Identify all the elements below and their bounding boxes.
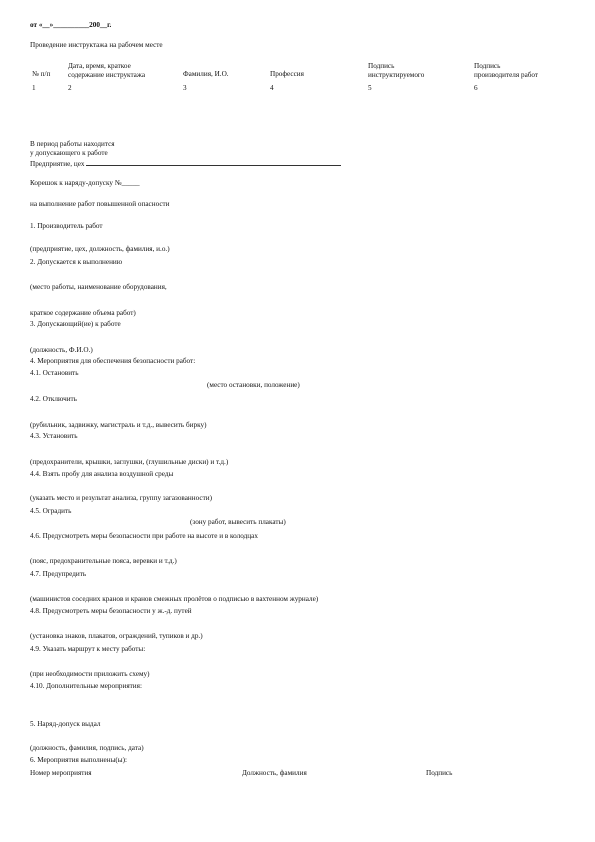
item-4-6-hint: (пояс, предохранительные пояса, веревки и т.д.) [30, 557, 177, 565]
item-2-label: 2. Допускается к выполнению [30, 258, 123, 266]
item-2-hint-1: (место работы, наименование оборудования, [30, 283, 167, 291]
enterprise-field [86, 158, 341, 166]
instruction-title: Проведение инструктажа на рабочем месте [30, 41, 163, 49]
item-4-9-label: 4.9. Указать маршрут к месту работы: [30, 645, 146, 653]
item-4-8-hint: (установка знаков, плакатов, ограждений, тупиков и др.) [30, 632, 203, 640]
table-header-date: Дата, время, краткое содержание инструктажа [68, 62, 146, 79]
table-col-number: 4 [270, 84, 274, 92]
item-4-7-hint: (машинистов соседних кранов и кранов смежных пролётов о подписью в вахтенном журнале) [30, 595, 319, 603]
table-header-signature-trainee: Подпись инструктируемого [368, 62, 425, 79]
item-4-9-hint: (при необходимости приложить схему) [30, 670, 150, 678]
table-col-number: 2 [68, 84, 72, 92]
table-header-signature-foreman: Подпись производителя работ [474, 62, 539, 79]
item-4-1-label: 4.1. Остановить [30, 369, 79, 377]
item-4-8-label: 4.8. Предусмотреть меры безопасности у ж.-д. путей [30, 607, 192, 615]
date-line: от «__»__________200__г. [30, 21, 112, 29]
table-col-number: 5 [368, 84, 372, 92]
item-4-label: 4. Мероприятия для обеспечения безопасности работ: [30, 357, 196, 365]
table-col-number: 6 [474, 84, 478, 92]
table-header-number: № п/п [32, 70, 51, 78]
item-6-col-number: Номер мероприятия [30, 769, 92, 777]
item-4-3-label: 4.3. Установить [30, 432, 78, 440]
table-col-number: 3 [183, 84, 187, 92]
item-5-hint: (должность, фамилия, подпись, дата) [30, 744, 144, 752]
item-4-2-label: 4.2. Отключить [30, 395, 77, 403]
item-6-label: 6. Мероприятия выполнены(ы): [30, 756, 128, 764]
item-4-4-hint: (указать место и результат анализа, группу загазованности) [30, 494, 212, 502]
item-4-5-hint: (зону работ, вывесить плакаты) [190, 518, 286, 526]
item-4-2-hint: (рубильник, задвижку, магистраль и т.д., вывесить бирку) [30, 421, 207, 429]
item-3-label: 3. Допускающий(ие) к работе [30, 320, 121, 328]
enterprise-line-1: В период работы находится [30, 140, 115, 148]
item-3-hint: (должность, Ф.И.О.) [30, 346, 93, 354]
item-4-6-label: 4.6. Предусмотреть меры безопасности при работе на высоте и в колодцах [30, 532, 258, 540]
item-4-10-label: 4.10. Дополнительные мероприятия: [30, 682, 142, 690]
item-4-1-hint: (место остановки, положение) [207, 381, 300, 389]
item-1-hint: (предприятие, цех, должность, фамилия, и.о.) [30, 245, 170, 253]
enterprise-line-2: у допускающего к работе [30, 149, 108, 157]
item-2-hint-2: краткое содержание объема работ) [30, 309, 136, 317]
item-4-5-label: 4.5. Оградить [30, 507, 72, 515]
item-6-col-signature: Подпись [426, 769, 453, 777]
table-header-name: Фамилия, И.О. [183, 70, 229, 78]
table-header-profession: Профессия [270, 70, 304, 78]
item-4-7-label: 4.7. Предупредить [30, 570, 87, 578]
item-6-col-position: Должность, фамилия [242, 769, 307, 777]
item-5-label: 5. Наряд-допуск выдал [30, 720, 101, 728]
item-1-label: 1. Производитель работ [30, 222, 103, 230]
order-subtitle: на выполнение работ повышенной опасности [30, 200, 170, 208]
enterprise-line-3: Предприятие, цех [30, 158, 341, 169]
order-title: Корешок к наряду-допуску №_____ [30, 179, 140, 187]
table-col-number: 1 [32, 84, 36, 92]
item-4-3-hint: (предохранители, крышки, заглушки, (глушильные диски) и т.д.) [30, 458, 229, 466]
item-4-4-label: 4.4. Взять пробу для анализа воздушной среды [30, 470, 174, 478]
